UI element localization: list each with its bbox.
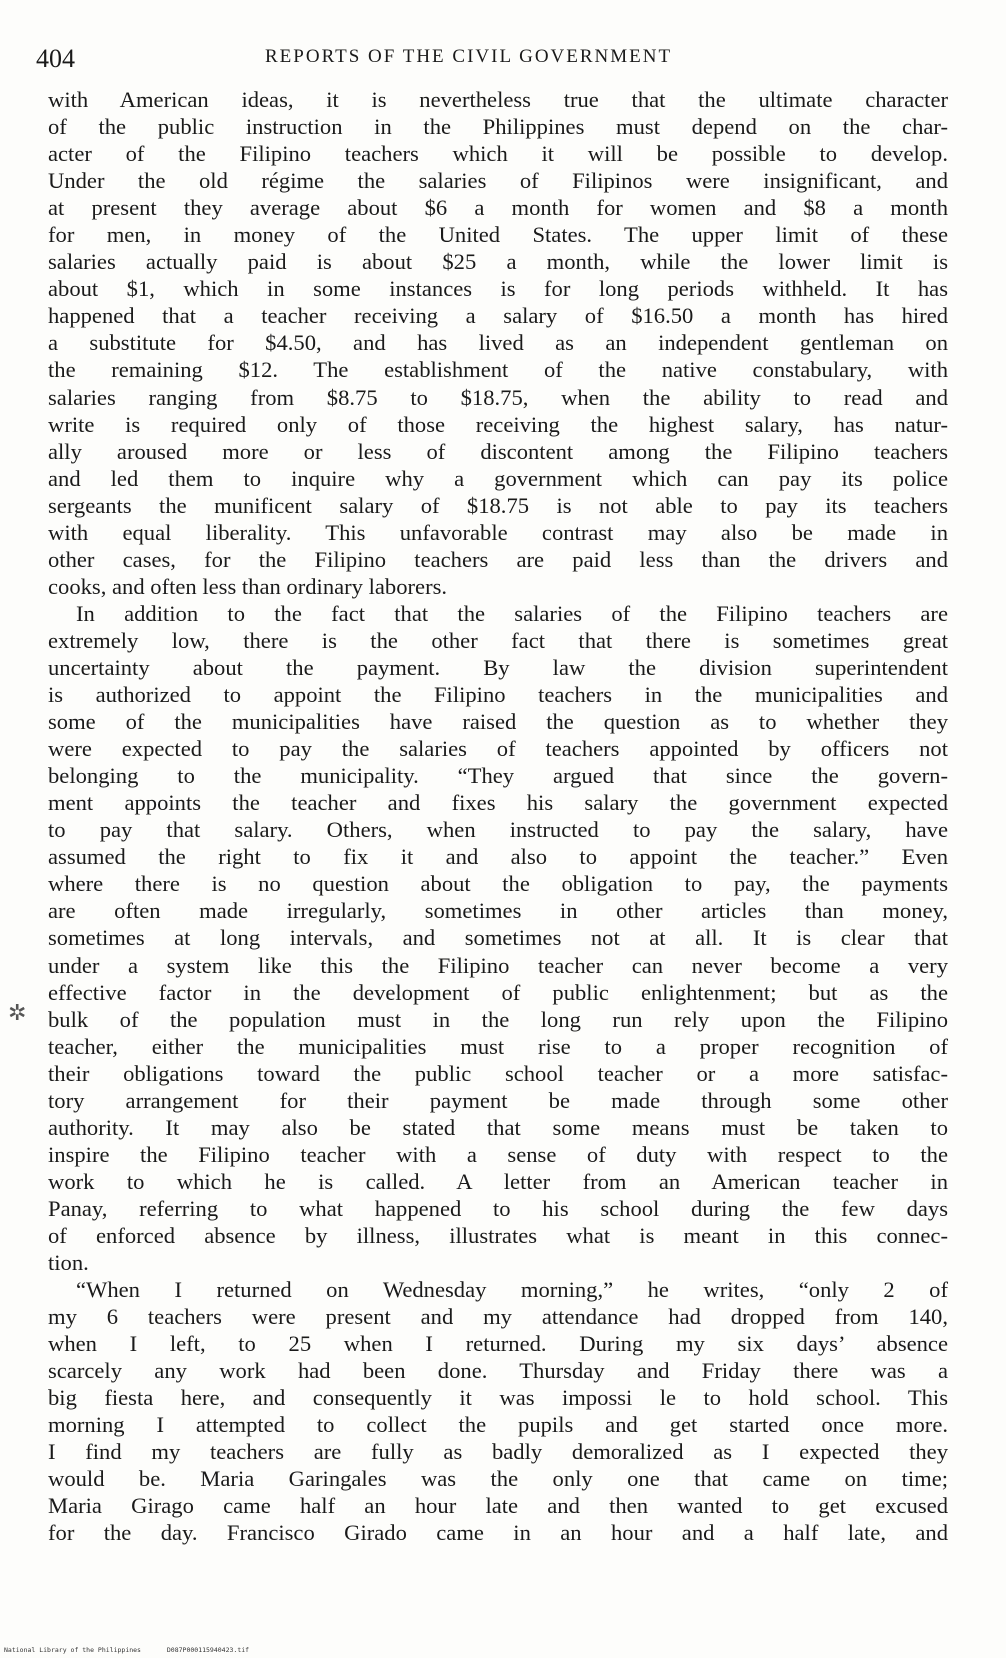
text-line: acter of the Filipino teachers which it will be possible to develop. [48, 141, 948, 167]
file-id: D087P000115940423.tif [166, 1646, 250, 1654]
text-line: their obligations toward the public school teacher or a more satisfac- [48, 1060, 948, 1086]
text-line: effective factor in the development of public enlightenment; but as the [48, 979, 948, 1005]
text-line: the remaining $12. The establishment of the native constabulary, with [48, 357, 948, 383]
text-line: with equal liberality. This unfavorable contrast may also be made in [48, 519, 948, 545]
text-line: ally aroused more or less of discontent among the Filipino teachers [48, 438, 948, 464]
text-line: salaries ranging from $8.75 to $18.75, when the ability to read and [48, 384, 948, 410]
text-line: Under the old régime the salaries of Filipinos were insignificant, and [48, 168, 948, 194]
running-head: REPORTS OF THE CIVIL GOVERNMENT [265, 46, 673, 67]
text-line: are often made irregularly, sometimes in other articles than money, [48, 898, 948, 924]
text-line: where there is no question about the obligation to pay, the payments [48, 871, 948, 897]
text-line: ment appoints the teacher and fixes his salary the government expected [48, 790, 948, 816]
scan-footer [4, 1646, 271, 1654]
text-line: with American ideas, it is nevertheless true that the ultimate character [48, 87, 948, 112]
text-line: were expected to pay the salaries of teachers appointed by officers not [48, 736, 948, 762]
text-line: inspire the Filipino teacher with a sense of duty with respect to the [48, 1141, 948, 1167]
text-line: bulk of the population must in the long run rely upon the Filipino [48, 1006, 948, 1032]
body-text [48, 86, 948, 1547]
scan-artifact-icon: ✲ [8, 1000, 27, 1025]
text-line: when I left, to 25 when I returned. During my six days’ absence [48, 1331, 948, 1357]
text-line: my 6 teachers were present and my attendance had dropped from 140, [48, 1304, 948, 1330]
text-line: uncertainty about the payment. By law the division superintendent [48, 654, 948, 680]
text-line: for men, in money of the United States. The upper limit of these [48, 222, 948, 248]
text-line: sergeants the munificent salary of $18.75 is not able to pay its teachers [48, 492, 948, 518]
text-line: a substitute for $4.50, and has lived as an independent gentleman on [48, 330, 948, 356]
paragraph-start-line: In addition to the fact that the salaries of the Filipino teachers are [76, 600, 948, 626]
text-line: other cases, for the Filipino teachers are paid less than the drivers and [48, 546, 948, 572]
text-line: of the public instruction in the Philippines must depend on the char- [48, 114, 948, 140]
text-line: big fiesta here, and consequently it was impossi le to hold school. This [48, 1385, 948, 1411]
library-credit: National Library of the Philippines [4, 1646, 141, 1654]
paragraph-start-line: “When I returned on Wednesday morning,” he writes, “only 2 of [76, 1277, 948, 1303]
text-line: teacher, either the municipalities must rise to a proper recognition of [48, 1033, 948, 1059]
text-line: of enforced absence by illness, illustrates what is meant in this connec- [48, 1222, 948, 1248]
text-line: tion. [48, 1250, 89, 1276]
page-header [33, 40, 963, 76]
text-line: assumed the right to fix it and also to appoint the teacher.” Even [48, 844, 948, 870]
text-line: and led them to inquire why a government which can pay its police [48, 465, 948, 491]
text-line: would be. Maria Garingales was the only one that came on time; [48, 1466, 948, 1492]
text-line: extremely low, there is the other fact that there is sometimes great [48, 627, 948, 653]
text-line: belonging to the municipality. “They argued that since the govern- [48, 763, 948, 789]
text-line: salaries actually paid is about $25 a month, while the lower limit is [48, 249, 948, 275]
text-line: to pay that salary. Others, when instructed to pay the salary, have [48, 817, 948, 843]
text-line: at present they average about $6 a month for women and $8 a month [48, 195, 948, 221]
text-line: morning I attempted to collect the pupils and get started once more. [48, 1412, 948, 1438]
text-line: some of the municipalities have raised the question as to whether they [48, 709, 948, 735]
text-line: work to which he is called. A letter from an American teacher in [48, 1168, 948, 1194]
text-line: is authorized to appoint the Filipino teachers in the municipalities and [48, 682, 948, 708]
text-line: Maria Girago came half an hour late and then wanted to get excused [48, 1493, 948, 1519]
text-line: I find my teachers are fully as badly demoralized as I expected they [48, 1439, 948, 1465]
text-line: about $1, which in some instances is for long periods withheld. It has [48, 276, 948, 302]
text-line: sometimes at long intervals, and sometimes not at all. It is clear that [48, 925, 948, 951]
text-line: Panay, referring to what happened to his school during the few days [48, 1195, 948, 1221]
text-line: authority. It may also be stated that some means must be taken to [48, 1114, 948, 1140]
page-number: 404 [36, 44, 75, 73]
text-line: scarcely any work had been done. Thursday and Friday there was a [48, 1358, 948, 1384]
text-line: write is required only of those receiving the highest salary, has natur- [48, 411, 948, 437]
text-line: for the day. Francisco Girado came in an hour and a half late, and [48, 1520, 948, 1546]
text-line: under a system like this the Filipino teacher can never become a very [48, 952, 948, 978]
text-line: happened that a teacher receiving a salary of $16.50 a month has hired [48, 303, 948, 329]
text-line: cooks, and often less than ordinary laborers. [48, 573, 448, 599]
text-line: tory arrangement for their payment be made through some other [48, 1087, 948, 1113]
